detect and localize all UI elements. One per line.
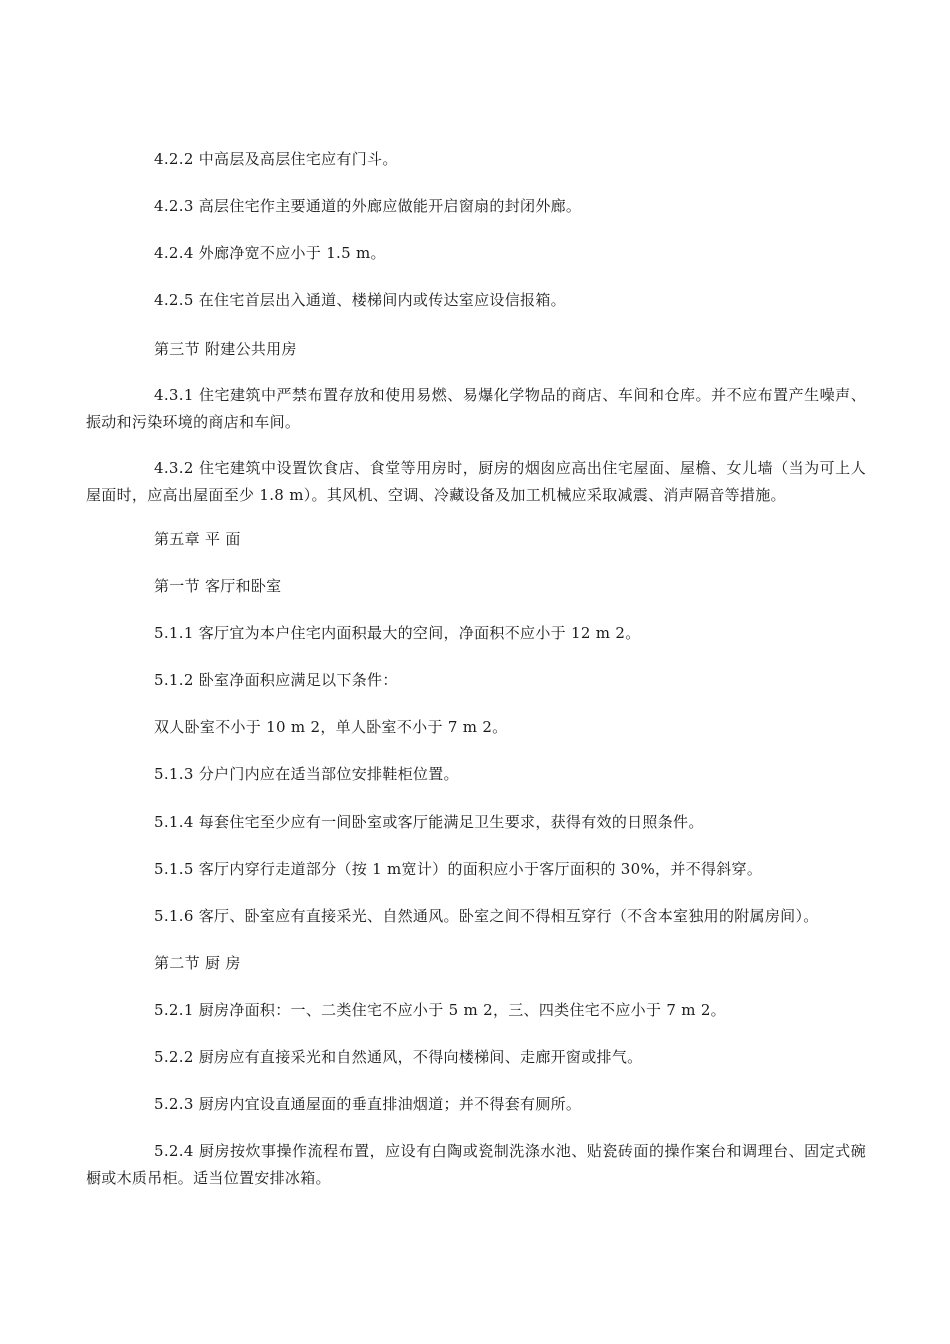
clause-5-1-6: 5.1.6 客厅、卧室应有直接采光、自然通风。卧室之间不得相互穿行（不含本室独用的附属房间）。 xyxy=(154,907,819,925)
clause-4-2-5: 4.2.5 在住宅首层出入通道、楼梯间内或传达室应设信报箱。 xyxy=(154,291,566,309)
clause-5-1-3: 5.1.3 分户门内应在适当部位安排鞋柜位置。 xyxy=(154,765,459,783)
clause-5-1-1: 5.1.1 客厅宜为本户住宅内面积最大的空间，净面积不应小于 12 m 2。 xyxy=(154,624,641,642)
clause-5-2-4: 5.2.4 厨房按炊事操作流程布置，应设有白陶或瓷制洗涤水池、贴瓷砖面的操作案台和调理台、固定式碗橱或木质吊柜。适当位置安排冰箱。 xyxy=(86,1142,866,1187)
clause-5-1-5: 5.1.5 客厅内穿行走道部分（按 1 m宽计）的面积应小于客厅面积的 30%，并不得斜穿。 xyxy=(154,860,763,878)
section-heading-3: 第三节 附建公共用房 xyxy=(154,340,297,358)
clause-5-2-1: 5.2.1 厨房净面积：一、二类住宅不应小于 5 m 2，三、四类住宅不应小于 7 m 2。 xyxy=(154,1001,726,1019)
clause-4-2-4: 4.2.4 外廊净宽不应小于 1.5 m。 xyxy=(154,244,386,262)
clause-4-2-2: 4.2.2 中高层及高层住宅应有门斗。 xyxy=(154,150,398,168)
clause-4-2-3: 4.2.3 高层住宅作主要通道的外廊应做能开启窗扇的封闭外廊。 xyxy=(154,197,582,215)
clause-5-1-4: 5.1.4 每套住宅至少应有一间卧室或客厅能满足卫生要求，获得有效的日照条件。 xyxy=(154,813,704,831)
bedroom-area-requirement: 双人卧室不小于 10 m 2，单人卧室不小于 7 m 2。 xyxy=(154,718,508,736)
clause-5-1-2: 5.1.2 卧室净面积应满足以下条件： xyxy=(154,671,398,689)
clause-5-2-3: 5.2.3 厨房内宜设直通屋面的垂直排油烟道；并不得套有厕所。 xyxy=(154,1095,582,1113)
section-heading-1: 第一节 客厅和卧室 xyxy=(154,577,282,595)
chapter-heading-5: 第五章 平 面 xyxy=(154,530,241,548)
clause-5-2-2: 5.2.2 厨房应有直接采光和自然通风，不得向楼梯间、走廊开窗或排气。 xyxy=(154,1048,643,1066)
clause-4-3-2: 4.3.2 住宅建筑中设置饮食店、食堂等用房时，厨房的烟囱应高出住宅屋面、屋檐、女儿墙（当为可上人屋面时，应高出屋面至少 1.8 m）。其风机、空调、冷藏设备及加工机械应采取减震、消声隔音等措施。 xyxy=(86,459,866,504)
section-heading-2: 第二节 厨 房 xyxy=(154,954,241,972)
clause-4-3-1: 4.3.1 住宅建筑中严禁布置存放和使用易燃、易爆化学物品的商店、车间和仓库。并不应布置产生噪声、振动和污染环境的商店和车间。 xyxy=(86,386,866,431)
